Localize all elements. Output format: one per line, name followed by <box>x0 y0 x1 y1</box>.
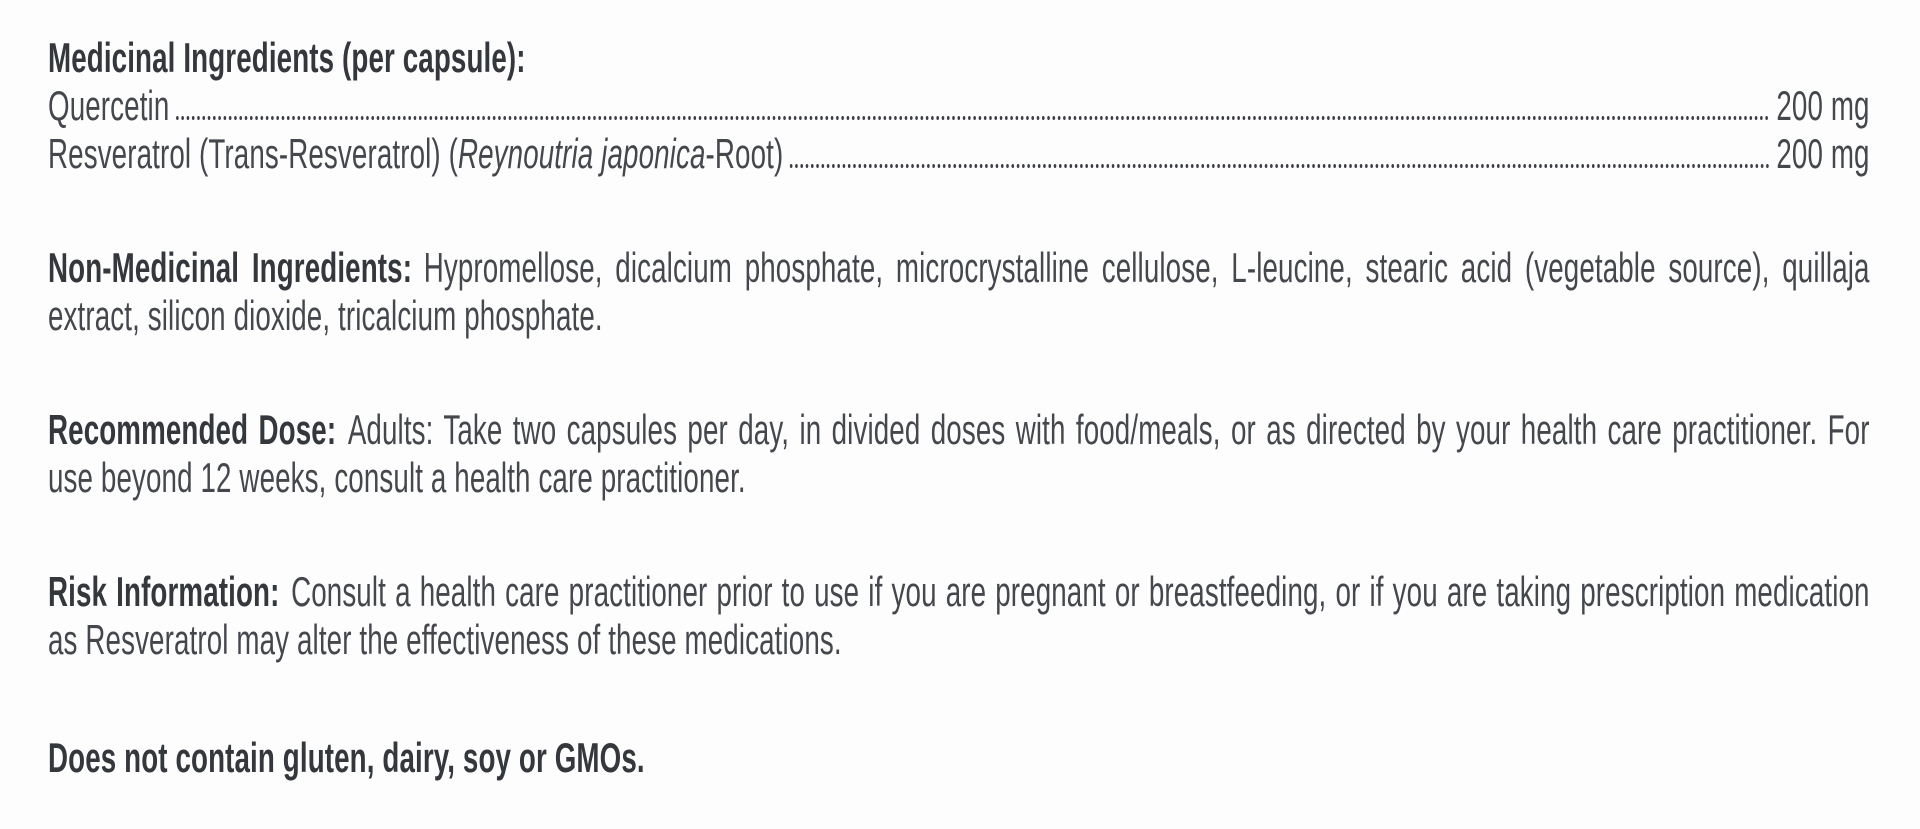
medicinal-ingredients-heading: Medicinal Ingredients (per capsule): <box>48 34 526 81</box>
section-label: Recommended Dose: <box>48 406 337 453</box>
dot-leader <box>176 116 1770 120</box>
dot-leader <box>790 164 1770 168</box>
ingredient-name-latin: Reynoutria japonica <box>457 130 706 177</box>
ingredient-name-prefix: Resveratrol (Trans-Resveratrol) ( <box>48 130 458 177</box>
does-not-contain-statement: Does not contain gluten, dairy, soy or GMOs. <box>48 734 645 781</box>
ingredient-name <box>48 130 783 178</box>
section-label: Non-Medicinal Ingredients: <box>48 244 413 291</box>
ingredient-amount: 200 mg <box>1776 130 1870 177</box>
section-text: Hypromellose, dicalcium phosphate, microcrystalline cellulose, L-leucine, stearic acid (vegetable source), quillaja extract, silicon dioxide, tricalcium phosphate. <box>48 244 1870 339</box>
ingredient-amount: 200 mg <box>1776 82 1870 129</box>
recommended-dose-section <box>48 406 1870 502</box>
ingredient-name: Quercetin <box>48 82 170 129</box>
section-label: Risk Information: <box>48 568 280 615</box>
section-text: Adults: Take two capsules per day, in divided doses with food/meals, or as directed by your health care practitioner. For use beyond 12 weeks, consult a health care practitioner. <box>48 406 1870 501</box>
ingredient-row-quercetin <box>48 82 1870 130</box>
risk-information-section <box>48 568 1870 664</box>
non-medicinal-ingredients-section <box>48 244 1870 340</box>
ingredient-name-suffix: -Root) <box>705 130 784 177</box>
label-content <box>48 34 1870 782</box>
ingredient-row-resveratrol <box>48 130 1870 178</box>
section-text: Consult a health care practitioner prior to use if you are pregnant or breastfeeding, or if you are taking prescription medication as Resveratrol may alter the effectiveness of these medications. <box>48 568 1870 663</box>
